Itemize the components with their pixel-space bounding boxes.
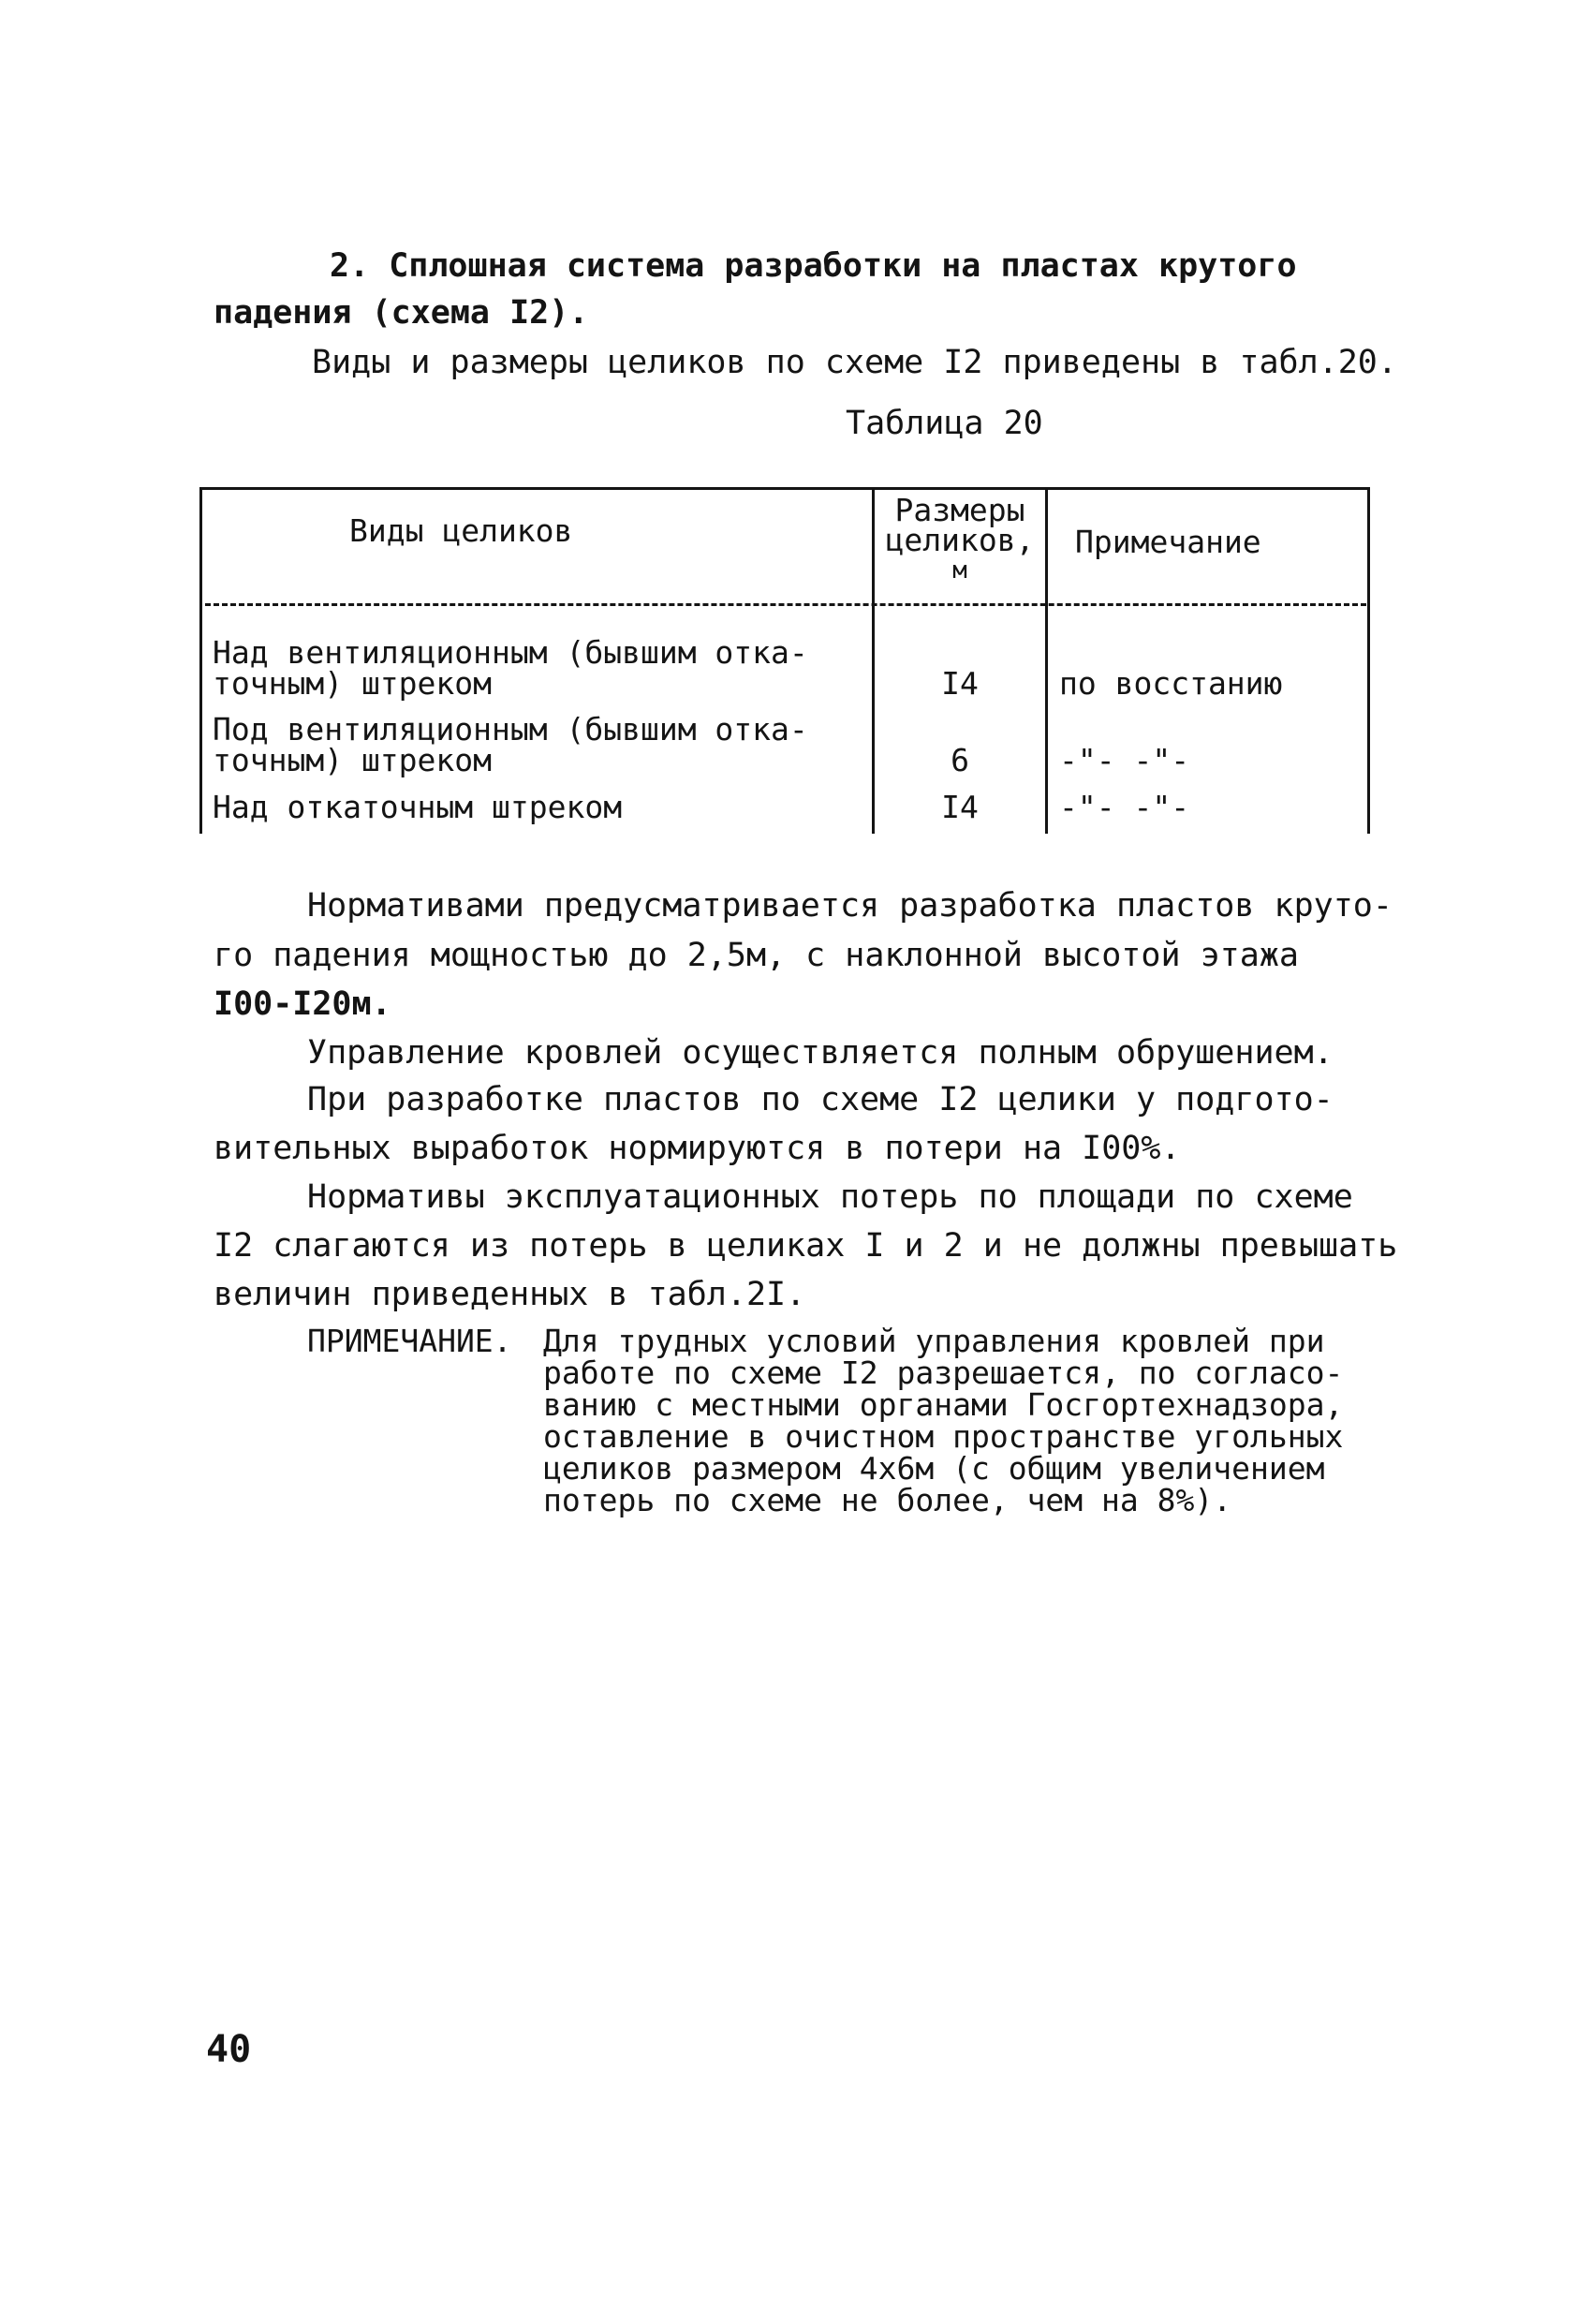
pillars-table <box>199 487 1370 834</box>
note-label: ПРИМЕЧАНИЕ. <box>307 1323 512 1359</box>
row1-kind-line1: Над вентиляционным (бывшим отка- <box>213 634 808 671</box>
paragraph2: Управление кровлей осуществляется полным обрушением. <box>307 1034 1334 1072</box>
paragraph1-line3: I00-I20м. <box>214 985 391 1023</box>
paragraph1-line1: Нормативами предусматривается разработка пластов круто- <box>307 887 1393 925</box>
row2-kind-line2: точным) штреком <box>213 742 493 778</box>
row3-note: -"- -"- <box>1059 789 1190 825</box>
paragraph1-line2: го падения мощностью до 2,5м, с наклонной высотой этажа <box>214 937 1299 974</box>
row2-note: -"- -"- <box>1059 742 1190 778</box>
header-size-line1: Размеры <box>894 492 1025 528</box>
table-right-border <box>1367 487 1370 834</box>
table-col-divider-2 <box>1045 487 1048 834</box>
table-caption: Таблица 20 <box>846 405 1043 442</box>
note-line4: оставление в очистном пространстве угольных <box>543 1418 1344 1455</box>
header-pillar-kinds: Виды целиков <box>349 512 573 549</box>
paragraph3-line2: вительных выработок нормируются в потери на I00%. <box>214 1130 1181 1167</box>
row2-kind-line1: Под вентиляционным (бывшим отка- <box>213 711 808 748</box>
intro-text: Виды и размеры целиков по схеме I2 приведены в табл.20. <box>312 344 1397 381</box>
note-line3: ванию с местными органами Госгортехнадзора, <box>543 1386 1344 1423</box>
row1-kind-line2: точным) штреком <box>213 665 493 702</box>
table-top-border <box>199 487 1370 490</box>
section-heading-line1: 2. Сплошная система разработки на пластах крутого <box>330 247 1297 285</box>
header-size-unit: м <box>952 556 967 585</box>
note-line2: работе по схеме I2 разрешается, по согласо- <box>543 1354 1344 1391</box>
paragraph4-line2: I2 слагаются из потерь в целиках I и 2 и не должны превышать <box>214 1227 1398 1265</box>
page-number: 40 <box>206 2028 252 2071</box>
row1-note: по восстанию <box>1059 665 1283 702</box>
table-col-divider-1 <box>872 487 875 834</box>
paragraph4-line1: Нормативы эксплуатационных потерь по площади по схеме <box>307 1178 1353 1216</box>
note-line6: потерь по схеме не более, чем на 8%). <box>543 1482 1232 1518</box>
table-left-border <box>199 487 202 834</box>
note-line5: целиков размером 4х6м (с общим увеличением <box>543 1450 1325 1487</box>
row3-size: I4 <box>941 789 979 825</box>
header-note: Примечание <box>1075 524 1261 560</box>
header-size-line2: целиков, <box>885 522 1035 558</box>
row2-size: 6 <box>951 742 969 778</box>
row1-size: I4 <box>941 665 979 702</box>
section-heading-line2: падения (схема I2). <box>214 294 589 332</box>
header-separator <box>205 603 1366 606</box>
paragraph4-line3: величин приведенных в табл.2I. <box>214 1276 806 1313</box>
paragraph3-line1: При разработке пластов по схеме I2 целики у подгото- <box>307 1081 1334 1118</box>
row3-kind-line1: Над откаточным штреком <box>213 789 623 825</box>
note-line1: Для трудных условий управления кровлей при <box>543 1323 1325 1359</box>
